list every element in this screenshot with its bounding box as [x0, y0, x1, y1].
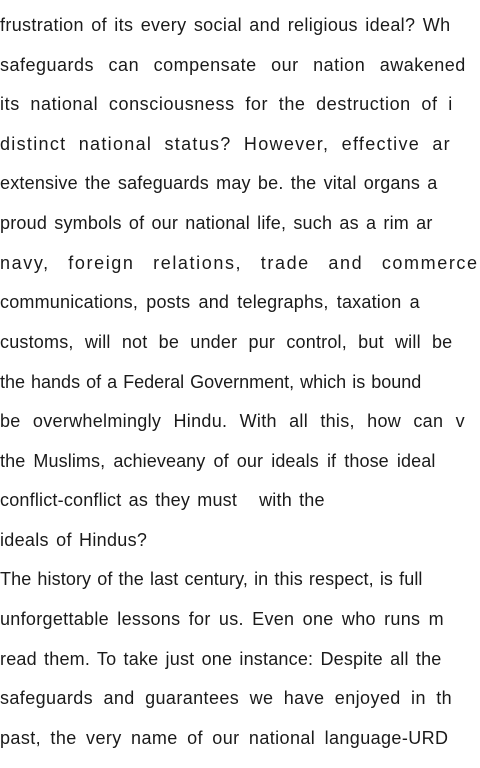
text-line: safeguards and guarantees we have enjoyed in th — [0, 688, 453, 708]
text-fragment: conflict-conflict as they must — [0, 490, 238, 510]
text-line: safeguards can compensate our nation awakened — [0, 55, 466, 75]
text-line: navy, foreign relations, trade and commerce — [0, 253, 479, 273]
text-fragment: with the — [259, 490, 325, 510]
text-line: customs, will not be under pur control, but will be — [0, 332, 453, 352]
text-line: distinct national status? However, effective ar — [0, 134, 451, 154]
text-line: communications, posts and telegraphs, taxation a — [0, 292, 420, 312]
text-line: the Muslims, achieveany of our ideals if those ideal — [0, 451, 436, 471]
text-line: ideals of Hindus? — [0, 530, 148, 550]
text-line: past, the very name of our national language-URD — [0, 728, 449, 748]
text-line: unforgettable lessons for us. Even one who runs m — [0, 609, 444, 629]
text-line: read them. To take just one instance: Despite all the — [0, 649, 442, 669]
text-line: frustration of its every social and religious ideal? Wh — [0, 15, 451, 35]
text-line: The history of the last century, in this respect, is full — [0, 569, 423, 589]
text-line — [0, 489, 325, 511]
text-line: be overwhelmingly Hindu. With all this, how can v — [0, 411, 465, 431]
text-line: extensive the safeguards may be. the vital organs a — [0, 173, 438, 193]
text-line: the hands of a Federal Government, which is bound — [0, 372, 422, 392]
text-line: its national consciousness for the destruction of i — [0, 94, 453, 114]
text-line: proud symbols of our national life, such as a rim ar — [0, 213, 433, 233]
